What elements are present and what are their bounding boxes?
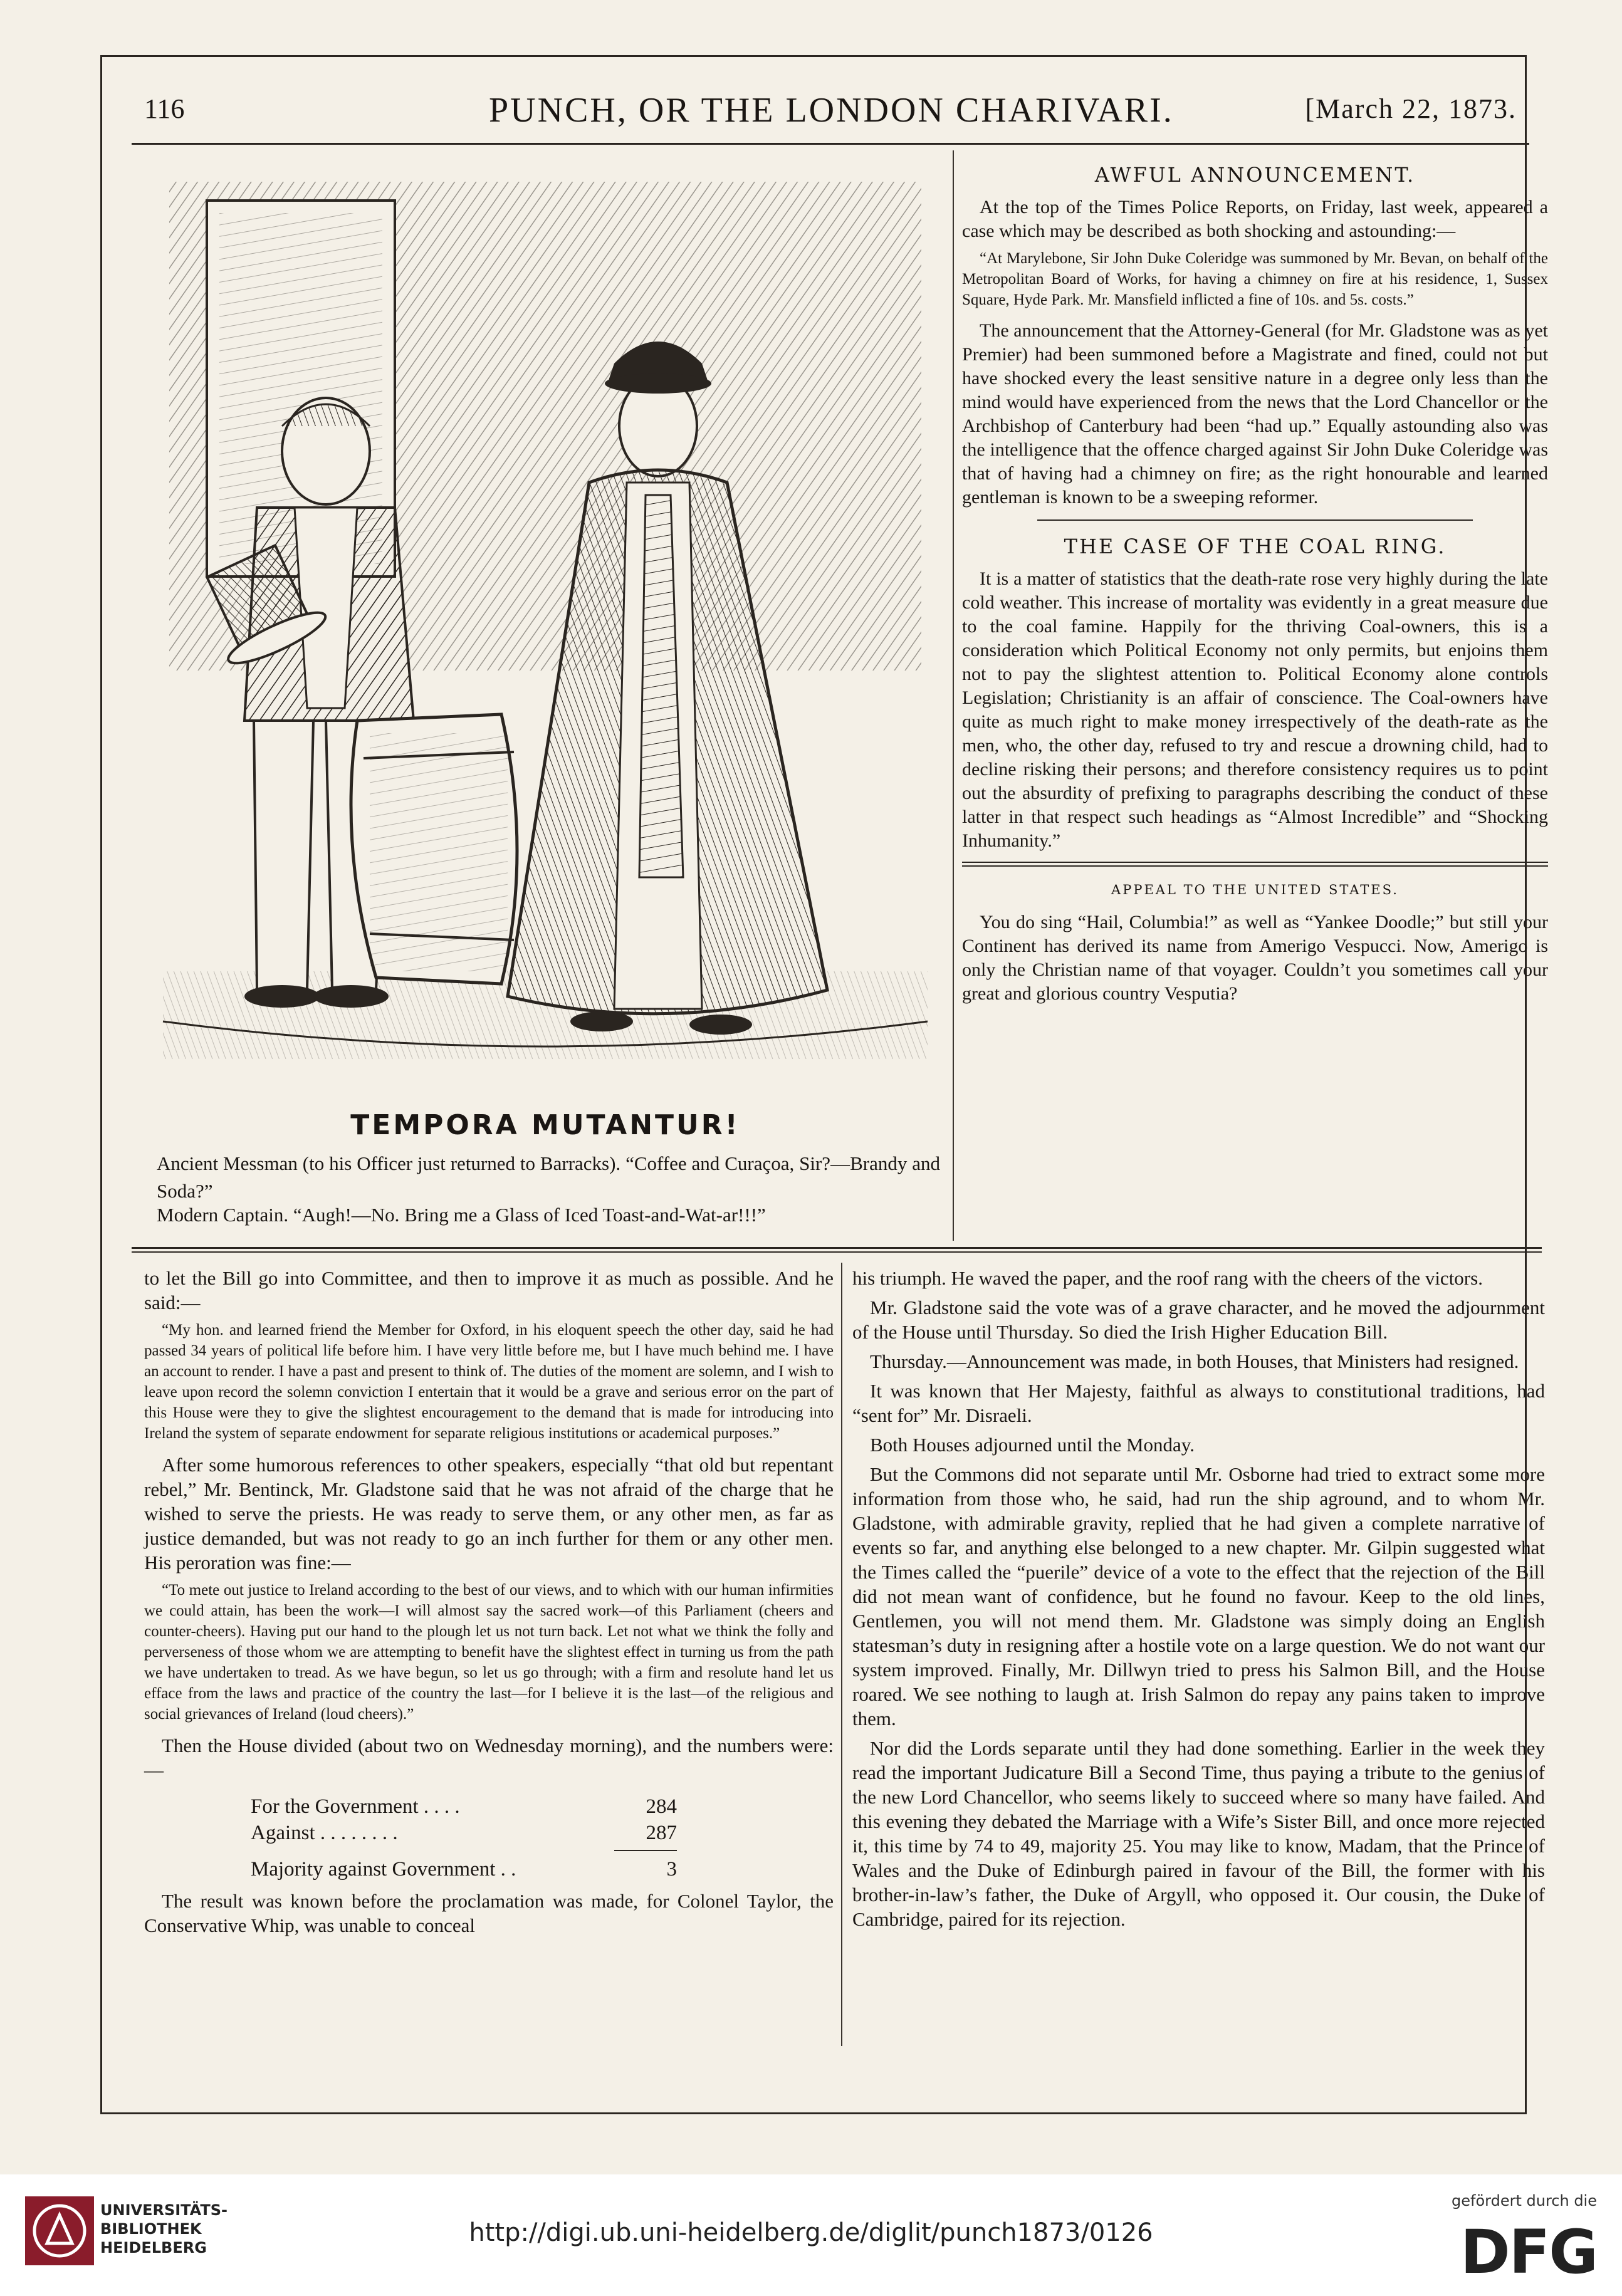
page-number: 116 xyxy=(144,93,185,124)
lower-right-paragraph-5: Both Houses adjourned until the Monday. xyxy=(870,1434,1195,1456)
lower-left-paragraph-2: After some humorous references to other speakers, especially “that old but repentant rebel,” Mr. Bentinck, Mr. Gladstone said that he was not afraid of the charge that he wished to serve the priests. He was ready to serve them, or any other men, as far as justice demanded, but was not ready to go an inch further for them or any other men. His peroration was fine:— xyxy=(144,1454,834,1573)
full-width-rule xyxy=(132,1247,1542,1249)
lower-right-paragraph-6: But the Commons did not separate until Mr. Osborne had tried to extract some more information from those who, he said, had run the ship aground, and to whom Mr. Gladstone, with admirable gravity, replied that he had given a complete narrative of events so far, and anything else belonged to a new chapter. Mr. Gilpin suggested what the Times called the “puerile” device of a vote to the effect that the rejection of the Bill did not mean want of confidence, but he found no favour. Keep to the old lines, Gentlemen, you will not mend them. Mr. Gladstone was simply doing an English statesman’s duty in resigning after a hostile vote on a large question. We do not want our system improved. Finally, Mr. Dillwyn tried to press his Salmon Bill, and the House roared. We see nothing to laugh at. Irish Salmon do repay any pains taken to improve them. xyxy=(852,1463,1545,1730)
cartoon-illustration xyxy=(150,157,940,1115)
appeal-paragraph: You do sing “Hail, Columbia!” as well as “Yankee Doodle;” but still your Continent has derived its name from Amerigo Vespucci. Now, Amerigo is only the Christian name of that voyager. Couldn’t you sometimes call your great and glorious country Vesputia? xyxy=(962,912,1548,1004)
column-divider-bottom xyxy=(841,1263,842,2046)
cartoon-caption-captain: Modern Captain. “Augh!—No. Bring me a Glass of Iced Toast-and-Wat-ar!!!” xyxy=(157,1204,766,1226)
lower-right-paragraph-2: Mr. Gladstone said the vote was of a grave character, and he moved the adjournment of the House until Thursday. So died the Irish Higher Education Bill. xyxy=(852,1297,1545,1343)
funding-note: gefördert durch die xyxy=(1452,2192,1597,2210)
lower-left-paragraph-3: Then the House divided (about two on Wednesday morning), and the numbers were:— xyxy=(144,1735,834,1781)
division-table xyxy=(251,1793,834,1882)
lower-left-paragraph-4: The result was known before the proclamation was made, for Colonel Taylor, the Conservative Whip, was unable to conceal xyxy=(144,1890,834,1936)
cartoon-title: TEMPORA MUTANTUR! xyxy=(350,1109,740,1141)
full-width-rule-second xyxy=(132,1251,1542,1253)
awful-paragraph-1: At the top of the Times Police Reports, on Friday, last week, appeared a case which may be described as both shocking and astounding:— xyxy=(962,197,1548,241)
dfg-logo: DFG xyxy=(1460,2217,1597,2287)
viewer-footer xyxy=(0,2174,1622,2296)
page-header xyxy=(138,93,1536,137)
source-url-link[interactable]: http://digi.ub.uni-heidelberg.de/diglit/punch1873/0126 xyxy=(469,2218,1153,2247)
journal-title: PUNCH, OR THE LONDON CHARIVARI. xyxy=(489,91,1174,130)
lower-right-paragraph-1: his triumph. He waved the paper, and the roof rang with the cheers of the victors. xyxy=(852,1267,1483,1289)
vote-row-majority: Majority against Government . . 3 xyxy=(251,1858,677,1881)
issue-date: [March 22, 1873. xyxy=(1305,93,1517,124)
coal-paragraph: It is a matter of statistics that the death-rate rose very highly during the late cold weather. This increase of mortality was evidently in a great measure due to the coal famine. Happily for the thriving Coal-owners, this is a consideration which Political Economy not only permits, but enjoins them not to pay the slightest attention to. Political Economy alone controls Legislation; Christianity is an affair of conscience. The Coal-owners have quite as much right to make money irrespectively of the death-rate as the men, who, the other day, refused to try and rescue a drowning child, had to decline risking their persons; and therefore consistency requires us to point out the absurdity of prefixing to paragraphs describing the conduct of these latter in that respect such headings as “Almost Incredible” and “Shocking Inhumanity.” xyxy=(962,568,1548,851)
right-column xyxy=(962,157,1548,1011)
lower-left-column xyxy=(144,1266,834,1943)
barrel xyxy=(351,714,517,984)
awful-quote: “At Marylebone, Sir John Duke Coleridge was summoned by Mr. Bevan, on behalf of the Metropolitan Board of Works, for having a chimney on fire at his residence, 1, Sussex Square, Hyde Park. Mr. Mansfield inflicted a fine of 10s. and 5s. costs.” xyxy=(962,250,1548,308)
header-rule xyxy=(132,143,1529,145)
lower-right-paragraph-4: It was known that Her Majesty, faithful as always to constitutional traditions, had “sent for” Mr. Disraeli. xyxy=(852,1380,1545,1426)
section-rule xyxy=(1037,519,1473,521)
appeal-heading: APPEAL TO THE UNITED STATES. xyxy=(1111,882,1399,897)
awful-paragraph-2: The announcement that the Attorney-General (for Mr. Gladstone was as yet Premier) had been summoned before a Magistrate and fined, could not but have shocked every the least sensitive nature in a degree only less than the mind would have experienced from the news that the Lord Chancellor or the Archbishop of Canterbury had been “had up.” Equally astounding also was the intelligence that the offence charged against Sir John Duke Coleridge was that of having had a chimney on fire; as the right honourable and learned gentleman is known to be a sweeping reformer. xyxy=(962,320,1548,508)
lower-right-paragraph-7: Nor did the Lords separate until they had done something. Earlier in the week they read the important Judicature Bill a Second Time, thus paying a tribute to the genius of the new Lord Chancellor, who seems likely to succeed where so many have failed. And this evening they debated the Marriage with a Wife’s Sister Bill, and once more rejected it, this time by 74 to 49, majority 25. You may like to know, Madam, that the Prince of Wales and the Duke of Edinburgh paired in favour of the Bill, the former with his brother-in-law’s father, the Duke of Argyll, who opposed it. Our cousin, the Duke of Cambridge, paired for its rejection. xyxy=(852,1737,1545,1930)
cartoon-caption-messman: Ancient Messman (to his Officer just returned to Barracks). “Coffee and Curaçoa, Sir?—Brandy and Soda?” xyxy=(157,1152,940,1202)
lower-right-paragraph-3: Thursday.—Announcement was made, in both Houses, that Ministers had resigned. xyxy=(870,1350,1519,1372)
lower-left-paragraph-1: to let the Bill go into Committee, and then to improve it as much as possible. And he said:— xyxy=(144,1267,834,1313)
vote-row-for: For the Government . . . . 284 xyxy=(251,1795,677,1818)
awful-heading: AWFUL ANNOUNCEMENT. xyxy=(1094,163,1416,187)
coal-heading: THE CASE OF THE COAL RING. xyxy=(1064,535,1447,558)
vote-row-against: Against . . . . . . . . 287 xyxy=(251,1822,677,1844)
lower-left-quote-2: “To mete out justice to Ireland according to the best of our views, and to which with our human infirmities we could attain, has been the work—I will almost say the sacred work—of this Parliament (cheers and counter-cheers). Having put our hand to the plough let us not turn back. Let not what we think the folly and perverseness of those whom we are attempting to benefit have the slightest effect in turning us from the path we have undertaken to tread. As we have begun, so let us go through; with a firm and resolute hand let us efface from the laws and practice of the country the last—for I believe it is the last—of the religious and social grievances of Ireland (loud cheers).” xyxy=(144,1582,834,1723)
lower-right-column xyxy=(852,1266,1545,1936)
library-name: UNIVERSITÄTS- BIBLIOTHEK HEIDELBERG xyxy=(100,2201,228,2257)
column-divider-top xyxy=(953,150,954,1241)
lower-left-quote-1: “My hon. and learned friend the Member for Oxford, in his eloquent speech the other day, said he had passed 34 years of political life before him. I have very little before me, but I have much behind me. I have an account to render. I have a past and present to think of. The duties of the moment are solemn, and I wish to leave upon record the solemn conviction I entertain that it would be a grave and serious error on the part of this House were they to give the slightest encouragement to the demand that is made for introducing into Ireland the system of separate endowment for separate religious institutions or academical purposes.” xyxy=(144,1322,834,1442)
section-double-rule xyxy=(962,862,1548,867)
vote-separator xyxy=(614,1850,677,1851)
